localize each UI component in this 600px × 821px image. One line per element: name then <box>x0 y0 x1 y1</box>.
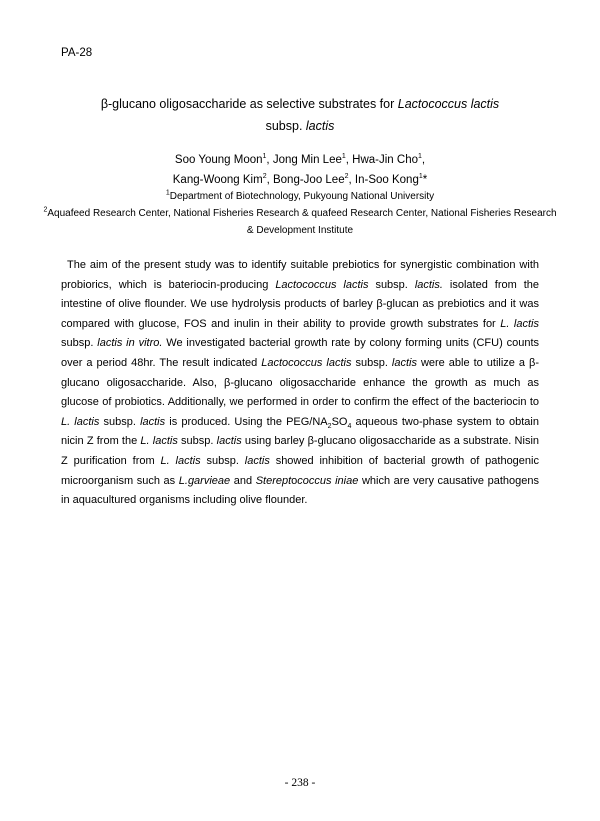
abstract-text: The aim of the present study was to identify suitable prebiotics for synergistic combination with probiorics, which is bateriocin-producing <box>61 259 539 291</box>
abstract-text: isolated from the intestine of olive flounder. We use hydrolysis products of barley β-glucan as prebiotics and it was compared with glucose, FOS and inulin in their ability to provide growth substrates for <box>61 278 540 330</box>
affiliation <box>40 188 560 205</box>
author-affiliation-mark: 1 <box>418 173 423 181</box>
author-name: In-Soo Kong <box>354 174 419 186</box>
abstract-species-name: L. lactis <box>160 454 201 467</box>
abstract-species-name: Sterept <box>255 474 292 487</box>
affiliation-mark: 1 <box>165 189 170 197</box>
abstract-species-name: L. lactis <box>61 415 100 428</box>
abstract-species-name: lactis <box>244 454 270 467</box>
affiliation-list <box>40 188 560 239</box>
abstract-species-name: L.garvieae <box>178 474 231 487</box>
abstract-text: subsp. <box>177 435 217 448</box>
abstract-species-name: L. lactis <box>500 317 539 330</box>
title-subspecies: lactis <box>305 119 335 133</box>
abstract-text: and <box>230 474 256 487</box>
session-code: PA-28 <box>61 47 93 59</box>
abstract-species-name: lactis in vitro. <box>97 337 163 350</box>
title-text: β-glucano oligosaccharide as selective substrates for <box>100 97 398 111</box>
abstract-text: SO <box>331 415 348 428</box>
abstract-species-name: L. lactis <box>140 435 178 448</box>
affiliation <box>40 205 560 239</box>
abstract-text: subsp. <box>351 356 392 369</box>
author-affiliation-mark: 2 <box>344 173 349 181</box>
author-affiliation-mark: 1 <box>262 153 267 161</box>
abstract-species-name: lactis. <box>414 278 443 291</box>
abstract-species-name: lactis <box>391 356 417 369</box>
formula-subscript: 2 <box>327 422 332 430</box>
author-line-2: Kang-Woong Kim$^2$, Bong-Joo Lee$^2$, In-Soo Kong$^1$* <box>172 173 428 186</box>
abstract-body <box>61 256 539 511</box>
abstract-text: were able to utilize a β-glucano oligosaccharide. Also, β-glucano oligosaccharide enhance the growth as much as glucose of probiotics. Additionally, we performed in order to confirm the effect of the bacteriocin to <box>61 356 539 409</box>
corresponding-author-mark: * <box>422 174 428 186</box>
abstract-text: aqueous two-phase system to obtain nicin Z from the <box>61 415 539 448</box>
abstract-species-name: Lactococcus lactis <box>275 278 369 291</box>
author-list <box>40 150 560 190</box>
abstract-text: We investigated bacterial growth rate by colony forming units (CFU) counts over a period 48hr. The result indicated <box>61 337 539 369</box>
author-affiliation-mark: 1 <box>341 153 346 161</box>
abstract-species-name: Lactococcus lactis <box>261 356 352 369</box>
formula-subscript: 4 <box>347 422 352 430</box>
abstract-species-name: coccus iniae <box>297 474 359 487</box>
title-text: subsp. <box>265 119 306 133</box>
abstract-text: using barley β-glucano oligosaccharide as a substrate. Nisin Z purification from <box>61 435 540 467</box>
affiliation-text: Department of Biotechnology, Pukyoung National University <box>169 191 435 202</box>
page-number: - 238 - <box>284 777 316 789</box>
author-name: Bong-Joo Lee <box>272 174 345 186</box>
author-name: Kang-Woong Kim <box>172 174 263 186</box>
abstract-text: subsp. <box>61 337 98 350</box>
author-name: Jong Min Lee <box>272 154 342 166</box>
title-line-1 <box>40 93 560 115</box>
author-line-1: Soo Young Moon$^1$, Jong Min Lee$^1$, Hwa-Jin Cho$^1$, <box>174 153 426 166</box>
abstract-text: subsp. <box>368 278 415 291</box>
author-affiliation-mark: 1 <box>417 153 422 161</box>
abstract-text: subsp. <box>99 415 141 428</box>
abstract-text: which are very causative pathogens in aquacultured organisms including olive flounder. <box>61 474 539 507</box>
abstract-text: subsp. <box>200 454 245 467</box>
abstract-species-name: lactis <box>140 415 166 428</box>
affiliation-text: Aquafeed Research Center, National Fisheries Research & quafeed Research Center, National Fisheries Research & Development Institute <box>47 208 557 236</box>
abstract-text: is produced. Using the PEG/NA <box>165 415 328 428</box>
abstract-text: showed inhibition of bacterial growth of pathogenic microorganism such as <box>61 454 539 487</box>
paper-title <box>40 93 560 137</box>
title-species: Lactococcus lactis <box>397 97 500 111</box>
author-affiliation-mark: 2 <box>262 173 267 181</box>
abstract-species-name: lactis <box>216 435 242 448</box>
author-name: Soo Young Moon <box>174 154 263 166</box>
title-line-2 <box>40 115 560 137</box>
abstract-text: o <box>291 474 298 487</box>
author-name: Hwa-Jin Cho <box>352 154 418 166</box>
affiliation-mark: 2 <box>43 206 48 214</box>
